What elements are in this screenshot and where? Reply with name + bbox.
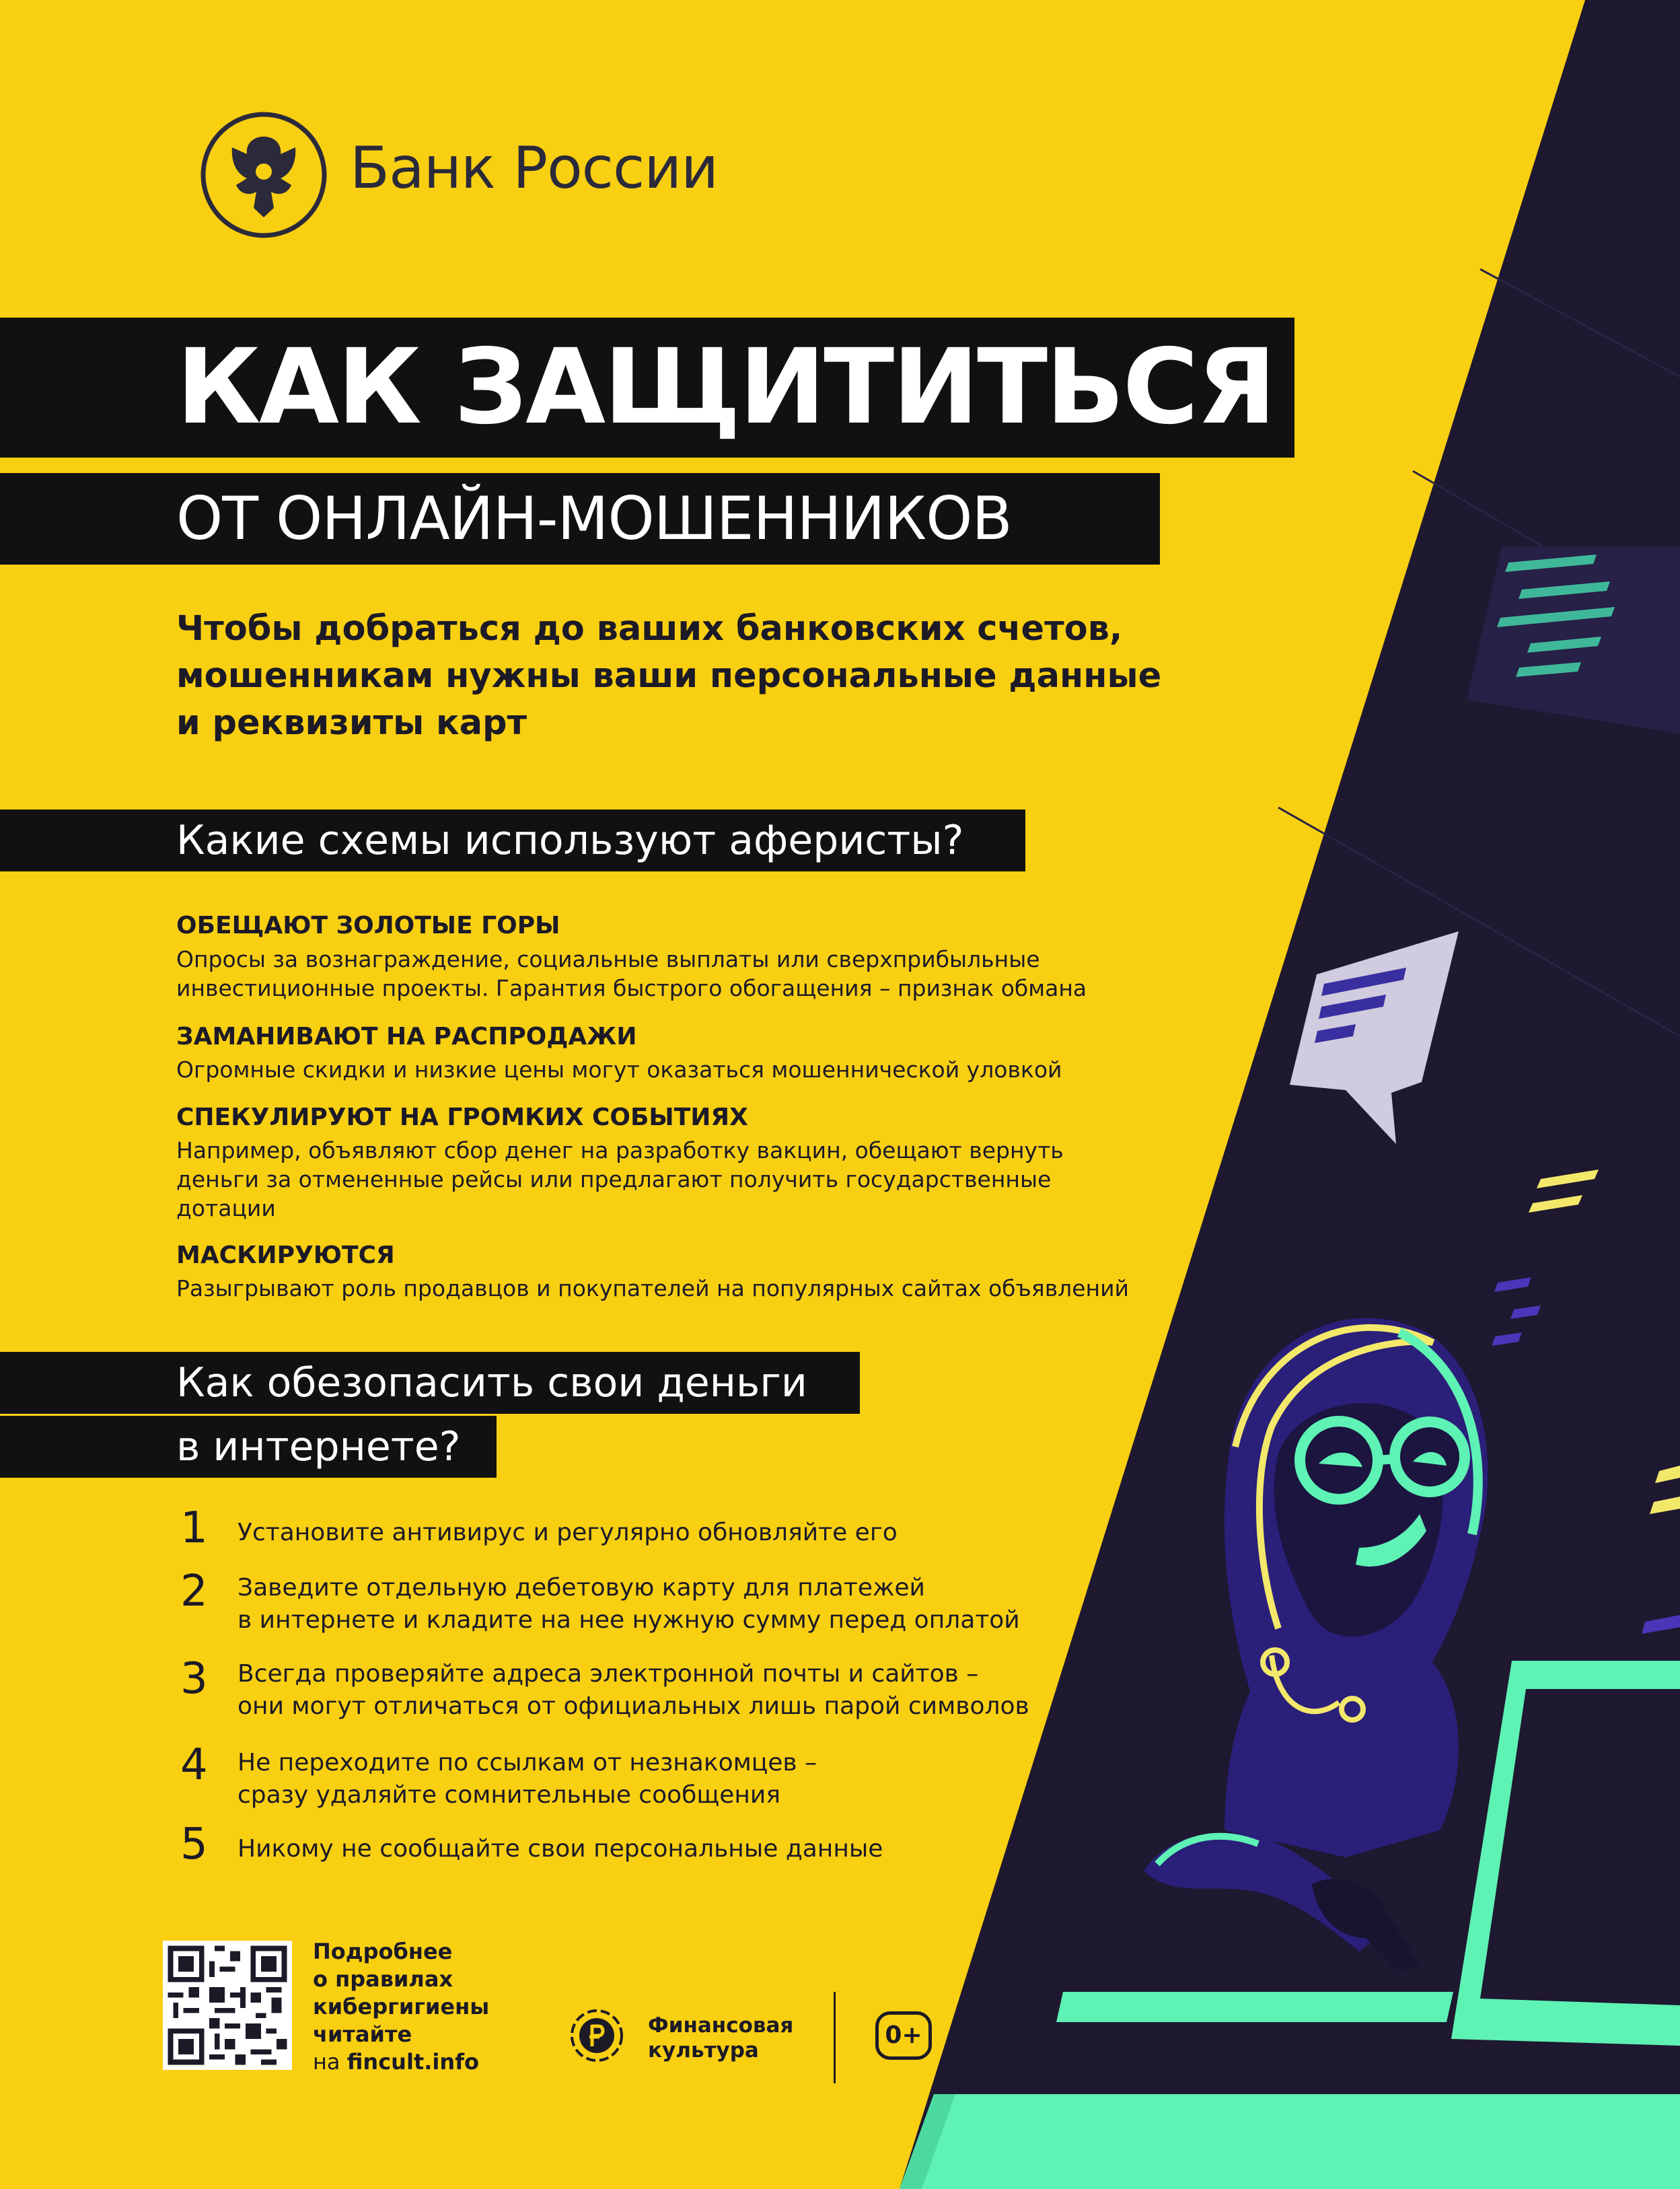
age-rating-badge: 0+ [875, 2011, 932, 2060]
lead-line: мошенникам нужны ваши персональные данные [176, 656, 1162, 696]
scheme-title: СПЕКУЛИРУЮТ НА ГРОМКИХ СОБЫТИЯХ [176, 1104, 748, 1131]
more-line [313, 2048, 515, 2076]
ruble-coin-icon [569, 2007, 625, 2064]
lead-text [176, 606, 1172, 747]
tip-number: 2 [180, 1567, 208, 1616]
scheme-line: Разыгрывают роль продавцов и покупателей на популярных сайтах объявлений [176, 1275, 1130, 1301]
footer-divider [834, 1992, 836, 2083]
tip-text [238, 1517, 1079, 1549]
scheme-line: Например, объявляют сбор денег на разработку вакцин, обещают вернуть [176, 1137, 1064, 1163]
more-line: о правилах [313, 1966, 453, 1992]
tip-number: 5 [180, 1820, 208, 1869]
page-title: КАК ЗАЩИТИТЬСЯ [0, 318, 1294, 458]
more-info-text [313, 1938, 515, 2076]
scheme-title: ЗАМАНИВАЮТ НА РАСПРОДАЖИ [176, 1023, 637, 1050]
tip-number: 1 [180, 1503, 208, 1553]
more-line: Подробнее [313, 1939, 453, 1964]
tip-line: Не переходите по ссылкам от незнакомцев – [238, 1749, 817, 1777]
scheme-title: ОБЕЩАЮТ ЗОЛОТЫЕ ГОРЫ [176, 912, 560, 939]
page-subtitle: ОТ ОНЛАЙН-МОШЕННИКОВ [0, 473, 1160, 565]
more-prefix: на [313, 2049, 347, 2075]
bank-emblem-icon [198, 110, 329, 240]
tip-line: Заведите отдельную дебетовую карту для платежей [238, 1574, 925, 1602]
fin-line: культура [648, 2038, 759, 2062]
tip-line: Установите антивирус и регулярно обновляйте его [238, 1519, 898, 1546]
tip-number: 4 [180, 1740, 208, 1790]
qr-code-icon[interactable] [163, 1941, 292, 2070]
lead-line: Чтобы добраться до ваших банковских счетов, [176, 609, 1123, 649]
tip-line: они могут отличаться от официальных лишь парой символов [238, 1692, 1029, 1720]
tip-text [238, 1747, 1079, 1811]
schemes-heading: Какие схемы используют аферисты? [0, 810, 1025, 871]
tip-text [238, 1572, 1079, 1637]
tip-line: Никому не сообщайте свои персональные данные [238, 1835, 883, 1863]
fincult-logo-text [648, 2013, 823, 2063]
scheme-text [176, 1136, 1152, 1223]
tip-text [238, 1658, 1079, 1723]
bank-name: Банк России [350, 135, 719, 202]
scheme-line: деньги за отмененные рейсы или предлагают получить государственные [176, 1166, 1052, 1192]
more-line: кибергигиены [313, 1994, 490, 2019]
tips-heading: Как обезопасить свои деньги [0, 1352, 860, 1414]
tip-line: в интернете и кладите на нее нужную сумму перед оплатой [238, 1606, 1020, 1634]
fin-line: Финансовая [648, 2013, 794, 2038]
scheme-line: Огромные скидки и низкие цены могут оказаться мошеннической уловкой [176, 1056, 1062, 1083]
tip-text [238, 1833, 1079, 1865]
tip-line: сразу удаляйте сомнительные сообщения [238, 1781, 780, 1809]
scheme-line: дотации [176, 1195, 276, 1221]
tips-heading-line2: в интернете? [0, 1416, 497, 1478]
scheme-text [176, 1274, 1152, 1303]
tip-number: 3 [180, 1654, 208, 1704]
scheme-line: Опросы за вознаграждение, социальные выплаты или сверхприбыльные [176, 946, 1040, 972]
desk-surface [900, 2094, 1680, 2189]
lead-line: и реквизиты карт [176, 703, 527, 743]
fincult-link[interactable]: fincult.info [346, 2049, 480, 2075]
scheme-text [176, 1055, 1152, 1084]
scheme-title: МАСКИРУЮТСЯ [176, 1242, 395, 1269]
more-line: читайте [313, 2021, 412, 2047]
tip-line: Всегда проверяйте адреса электронной почты и сайтов – [238, 1660, 979, 1688]
scheme-text [176, 945, 1152, 1003]
scheme-line: инвестиционные проекты. Гарантия быстрого обогащения – признак обмана [176, 975, 1087, 1001]
